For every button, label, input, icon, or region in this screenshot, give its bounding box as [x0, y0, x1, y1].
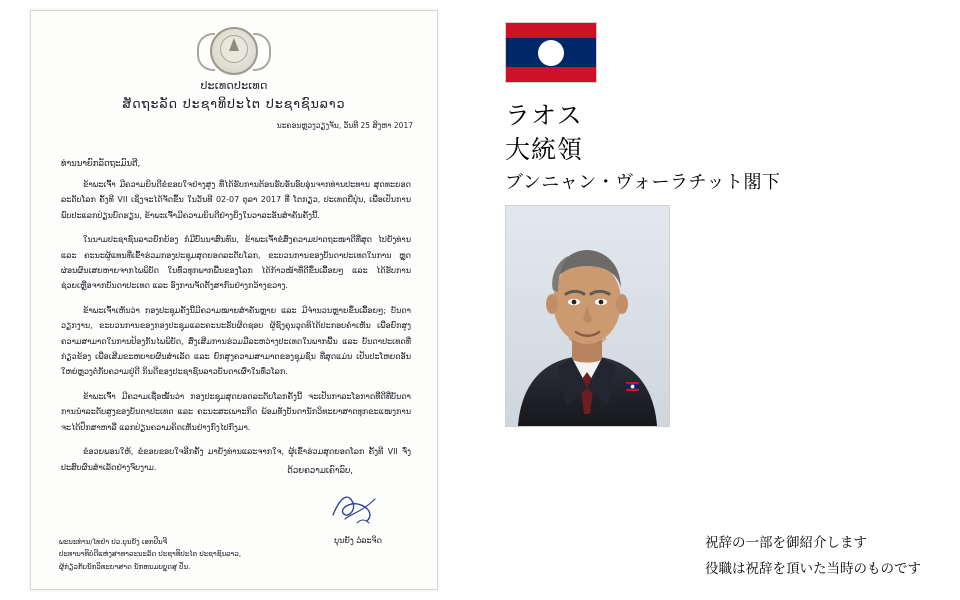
letter-closing: ດ້ວຍຄວາມເຄົາລົບ, — [287, 466, 353, 476]
letterhead-line-1: ປະເທດປະເທດ — [200, 79, 268, 92]
country-name: ラオス — [505, 101, 583, 130]
letter-paragraph: ໃນນາມປະຊາຊົນລາວຍົກຍ້ອງ ກໍ່ມີບົນນາສົນທົນ, ຂ້າພະເຈົ້າຂໍສົ່ງຄວາມປາດຖະໜາດີທີ່ສຸດ ໄປຍັງທ່ານ ແລະ ຄະນະຜູ້ແທນທີ່ເຂົ້າຮ່ວມກອງປະຊຸມສຸດຍອດລະດັບໂລກ, ຂະບວນການຂອງບັນດາປະເທດໃນການ ຫຼຸດຜ່ອນຜົນເສຍຫາຍຈາກໄພພິບັດ ໃນທົ່ວທຸກພາກພື້ນຂອງໂລກ ໄດ້ກ້າວໜ້າທີ່ດີຂຶ້ນເລື້ອຍໆ ແລະ ໄດ້ຮັບການຊ່ວຍເຫຼືອຈາກບັນດາປະເທດ ແລະ ອົງການຈັດຕັ້ງສາກົນຢ່າງກວ້າງຂວາງ. — [61, 235, 411, 291]
letter-footer-line: ປະທານາທິບໍດີແຫ່ງສາທາລະນະລັດ ປະຊາທິປະໄຕ ປະຊາຊົນລາວ, — [59, 550, 242, 558]
letter-paragraph: ຂ້າພະເຈົ້າເຫັນວ່າ ກອງປະຊຸມຄັ້ງນີ້ມີຄວາມໝາຍສຳຄັນຫຼາຍ ແລະ ມີຈຳນວນຫຼາຍຂຶ້ນເລື້ອຍໆ; ບັນດາວຽກງານ, ຂະບວນການຂອງກອງປະຊຸມແລະຄະນະຮັບຜິດຊອບ ຜູ້ຊົງຄຸນວຸດທິໄດ້ປະກອບຄຳເຫັນ ເພື່ອຍົກສູງຄວາມສາມາດໃນການປ້ອງກັນໄພພິບັດ, ສົ່ງເສີມການຮ່ວມມືລະຫວ່າງປະເທດໃນພາກພື້ນ ແລະ ບັນດາປະເທດທີ່ກ່ຽວຂ້ອງ ເພື່ອເສີມຂະຫຍາຍຜົນສຳເລັດ ແລະ ຍົກສູງຄວາມສາມາດຂອງຊຸມຊົນ ທີ່ສຸດແມ່ນ ເປັນປະໂຫຍດອັນໃຫຍ່ຫຼວງຕໍ່ກັບຄວາມຢູ່ດີ ກິນດີຂອງປະຊາຊົນລາວບັນດາເຜົ່າໃນທົ່ວໂລກ. — [61, 305, 411, 377]
portrait-photo — [505, 205, 670, 427]
letterhead — [31, 77, 437, 112]
lao-national-emblem-icon — [197, 27, 271, 71]
letter-date: ນະຄອນຫຼວງວຽງຈັນ, ວັນທີ 25 ສິງຫາ 2017 — [276, 121, 413, 130]
signature-name: ບຸນຍັງ ວໍລະຈິດ — [334, 536, 382, 545]
person-name: ブンニャン・ヴォーラチット閣下 — [505, 172, 781, 193]
footnote — [705, 530, 921, 582]
letter-body — [61, 177, 411, 484]
letter-paragraph: ຂໍອວຍພອນໃຫ້, ຂໍຂອບຂອບໃຈອີກຄັ້ງ ມາຍັງທ່ານແລະຈາກໃຈ, ຜູ້ເຂົ້າຮ່ວມສຸດຍອດໂລກ ຄັ້ງທີ VII ຈົ່ງປະສົບຜົນສຳເລັດຢ່າງຈົບງາມ. — [61, 447, 411, 472]
letter-document — [30, 10, 438, 590]
letter-footer-line: ຜູ້ກ່ຽວກັບນັກວິທະຍາສາດ ນັກຫນມບບຼຸດສູ ປັ່ນ. — [59, 562, 191, 571]
role-title: 大統領 — [505, 135, 584, 164]
footnote-line-1: 祝辞の一部を御紹介します — [705, 535, 867, 551]
footnote-line-2: 役職は祝辞を頂いた当時のものです — [705, 561, 921, 577]
letter-image-container — [30, 10, 440, 595]
letter-salutation: ທ່ານນາຍົກລັດຖະມົນຕີ, — [61, 159, 141, 169]
letterhead-line-2: ສັດຖະລັດ ປະຊາທິປະໄຕ ປະຊາຊົນລາວ — [122, 96, 346, 111]
letter-footer — [59, 536, 241, 574]
laos-flag-icon — [505, 22, 597, 83]
signature-icon — [327, 489, 387, 529]
letter-footer-line: ພະນະທ່ານ/ໄທຢ່າ ປວ.ບຸນຍັງ ເອກປີນຈີ — [59, 537, 167, 546]
letter-paragraph: ຂ້າພະເຈົ້າ ມີຄວາມເຊື່ອໝັ້ນວ່າ ກອງປະຊຸມສຸດຍອດລະດັບໂລກຄັ້ງນີ້ ຈະເປັນກາລະໂອກາດທີ່ດີທີ່ບັນດາການນຳລະດັບສູງຂອງບັນດາປະເທດ ແລະ ຄະນະສະເພາະກິດ ພ້ອມທັງບັນດານັກວິທະຍາສາດທຸກຂະແໜງການ ຈະໄດ້ປຶກສາຫາລື ແລກປ່ຽນຄວາມຄິດເຫັນຢ່າງກົງໄປກົງມາ. — [61, 391, 411, 432]
letter-paragraph: ຂ້າພະເຈົ້າ ມີຄວາມຍິນດີຂໍຂອບໃຈຢ່າງສູງ ທີ່ໄດ້ຮັບການຕ້ອນຮັບອັນອົບອຸ່ນຈາກທ່ານປະທານ ສຸດທະຍອດລະດັບໂລກ ຄັ້ງທີ VII ເຊິ່ງຈະໄດ້ຈັດຂຶ້ນ ໃນວັນທີ 02-07 ຕຸລາ 2017 ທີ່ ໂຕກຽວ, ປະເທດຍີ່ປຸ່ນ, ເພື່ອເປັນການພົບປະແລກປ່ຽນບົດຮຽນ, ຂ້າພະເຈົ້າມີຄວາມຍິນດີຢ່າງຍິ່ງໃນວາລະອັນສຳຄັນຄັ້ງນີ້. — [61, 180, 411, 220]
